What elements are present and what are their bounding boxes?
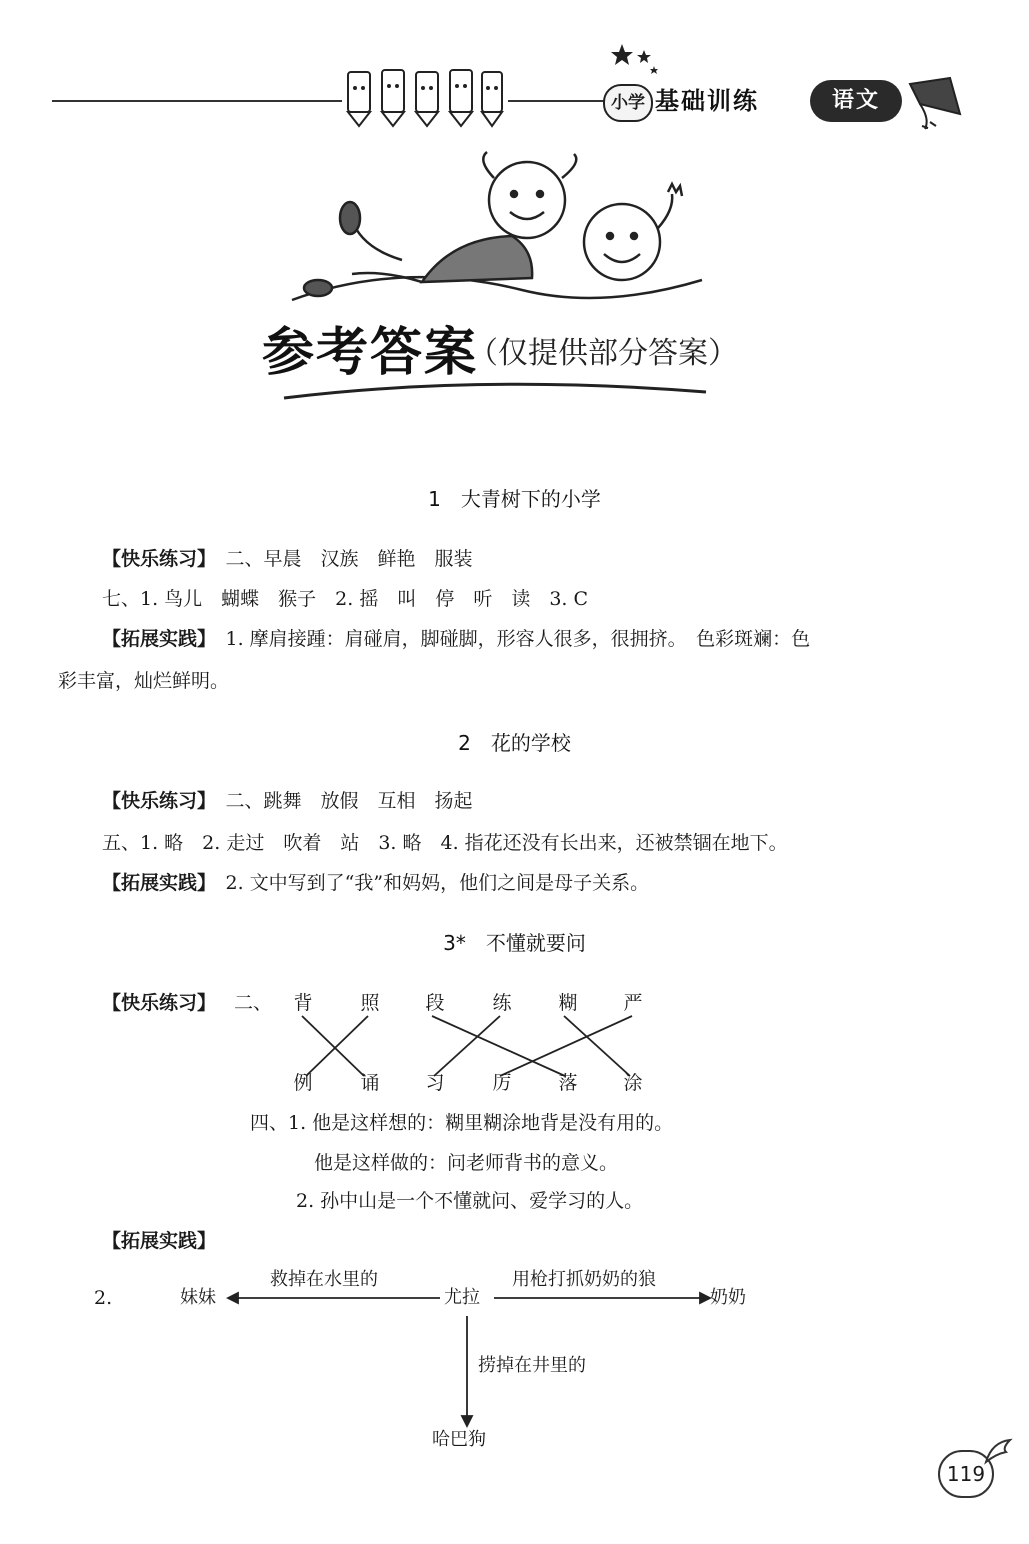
s1-answer-2: 七、1. 鸟儿 蝴蝶 猴子 2. 摇 叫 停 听 读 3. C (102, 588, 589, 610)
s1-answer-3: 1. 摩肩接踵：肩碰肩，脚碰脚，形容人很多，很拥挤。 色彩斑斓：色 (206, 628, 811, 650)
match-bottom-5: 落 (558, 1072, 578, 1094)
diagram-node-left: 妹妹 (180, 1287, 216, 1308)
section-2-title: 2 花的学校 (458, 731, 571, 755)
s2-line-1 (102, 786, 473, 816)
s2-answer-2: 五、1. 略 2. 走过 吹着 站 3. 略 4. 指花还没有长出来，还被禁锢在地下。 (102, 832, 788, 854)
diagram-arrows (226, 1284, 716, 1430)
kids-illustration (282, 150, 732, 310)
stars-decoration (610, 42, 670, 82)
title-swash (280, 378, 710, 408)
match-top-6: 严 (623, 992, 643, 1014)
header-subject: 语文 (810, 80, 902, 122)
diagram-label-right: 用枪打抓奶奶的狼 (512, 1269, 656, 1290)
match-bottom-2: 诵 (360, 1072, 380, 1094)
s2-tag-extension: 【拓展实践】 (102, 872, 207, 894)
match-bottom-3: 习 (425, 1072, 445, 1094)
match-top-2: 照 (360, 992, 380, 1014)
diagram-label-down: 捞掉在井里的 (478, 1355, 586, 1376)
s1-tag-practice: 【快乐练习】 (102, 548, 207, 570)
section-1-title: 1 大青树下的小学 (428, 487, 601, 511)
s1-line-3 (102, 624, 810, 654)
header-rule-left (52, 100, 342, 102)
match-top-5: 糊 (558, 992, 578, 1014)
header-rule-right (508, 100, 604, 102)
s1-line-1 (102, 544, 473, 574)
kite-icon (900, 74, 970, 134)
s3-practice-prefix: 二、 (234, 992, 273, 1014)
s3-practice-line (102, 988, 272, 1018)
diagram-node-center: 尤拉 (444, 1287, 480, 1308)
match-bottom-6: 涂 (623, 1072, 643, 1094)
page-title: 参考答案 (262, 323, 479, 383)
s1-answer-1: 二、早晨 汉族 鲜艳 服装 (206, 548, 473, 570)
s3-q4-line-3: 2. 孙中山是一个不懂就问、爱学习的人。 (296, 1190, 644, 1212)
section-3-title: 3* 不懂就要问 (443, 931, 586, 955)
pencils-illustration (338, 62, 508, 132)
match-top-4: 练 (492, 992, 512, 1014)
header-title: 基础训练 (655, 87, 759, 115)
s1-tag-extension: 【拓展实践】 (102, 628, 207, 650)
s2-answer-1: 二、跳舞 放假 互相 扬起 (206, 790, 473, 812)
s2-tag-practice: 【快乐练习】 (102, 790, 207, 812)
page-subtitle: （仅提供部分答案） (468, 336, 738, 371)
s2-line-3 (102, 868, 649, 898)
match-bottom-1: 例 (293, 1072, 313, 1094)
s1-answer-4: 彩丰富，灿烂鲜明。 (58, 670, 230, 692)
s3-tag-extension: 【拓展实践】 (102, 1230, 217, 1252)
page-number: 119 (938, 1450, 994, 1498)
diagram-node-right: 奶奶 (710, 1287, 746, 1308)
s1-line-2 (102, 584, 588, 614)
s1-line-4 (58, 666, 229, 696)
s2-line-2 (102, 828, 788, 858)
match-top-3: 段 (425, 992, 445, 1014)
wing-icon (984, 1436, 1014, 1466)
s3-tag-practice: 【快乐练习】 (102, 992, 217, 1014)
header-badge: 小学 (603, 84, 653, 122)
diagram-number: 2. (94, 1287, 113, 1309)
diagram-label-left: 救掉在水里的 (270, 1269, 378, 1290)
s3-q4-line-1: 四、1. 他是这样想的：糊里糊涂地背是没有用的。 (250, 1112, 674, 1134)
match-top-1: 背 (293, 992, 313, 1014)
match-bottom-4: 厉 (492, 1072, 512, 1094)
s2-answer-3: 2. 文中写到了“我”和妈妈，他们之间是母子关系。 (206, 872, 650, 894)
s3-q4-line-2: 他是这样做的：问老师背书的意义。 (314, 1152, 619, 1174)
diagram-node-down: 哈巴狗 (432, 1429, 486, 1450)
